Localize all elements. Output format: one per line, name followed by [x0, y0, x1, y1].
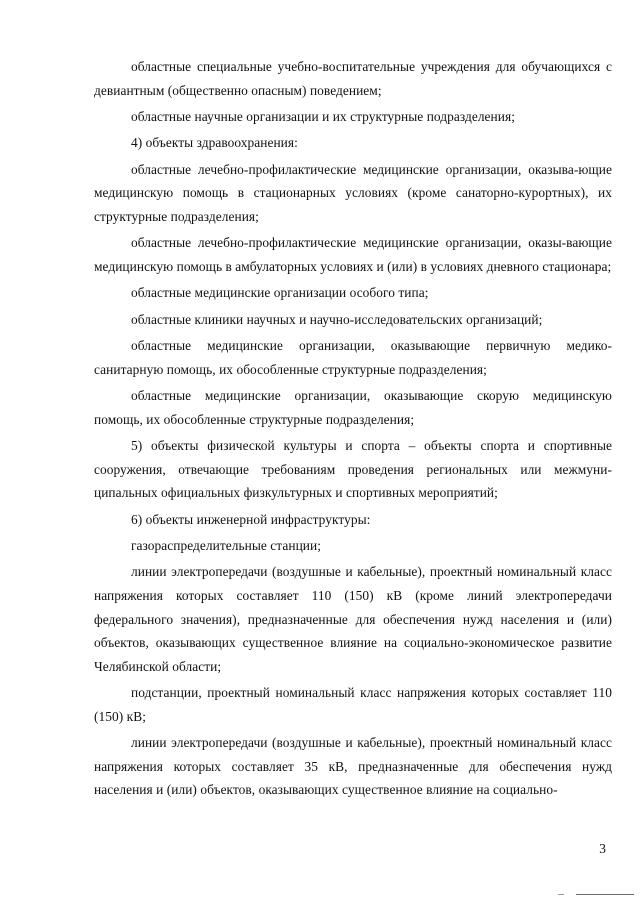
- paragraph: подстанции, проектный номинальный класс напряжения которых составляет 110 (150) кВ;: [94, 685, 612, 724]
- scan-edge-mark: [576, 894, 634, 895]
- paragraph: областные лечебно-профилактические медицинские организации, оказыва-ющие медицинскую помощь в стационарных условиях (кроме санаторно-курортных), их структурные подразделения;: [94, 161, 612, 224]
- page-number: 3: [599, 841, 606, 856]
- paragraph: областные специальные учебно-воспитательные учреждения для обучающихся с девиантным (общественно опасным) поведением;: [94, 59, 612, 98]
- paragraph: областные клиники научных и научно-исследовательских организаций;: [131, 311, 543, 327]
- document-body: [94, 55, 612, 805]
- paragraph: газораспределительные станции;: [131, 538, 321, 554]
- paragraph: областные лечебно-профилактические медицинские организации, оказы-вающие медицинскую помощь в амбулаторных условиях и (или) в условиях дневного стационара;: [94, 235, 612, 274]
- paragraph: областные медицинские организации особого типа;: [131, 285, 429, 301]
- paragraph: областные медицинские организации, оказывающие скорую медицинскую помощь, их обособленные структурные подразделения;: [94, 388, 612, 427]
- paragraph: линии электропередачи (воздушные и кабельные), проектный номинальный класс напряжения которых составляет 110 (150) кВ (кроме линий электропередачи федерального значения), предназначенные для обеспечения нужд населения и (или) объектов, оказывающих существенное влияние на социально-экономическое развитие Челябинской области;: [94, 564, 612, 674]
- paragraph: областные медицинские организации, оказывающие первичную медико-санитарную помощь, их обособленные структурные подразделения;: [94, 338, 612, 377]
- section-heading: 6) объекты инженерной инфраструктуры:: [131, 511, 371, 527]
- section-heading: 5) объекты физической культуры и спорта – объекты спорта и спортивные сооружения, отвечающие требованиям проведения региональных или межмуни-ципальных официальных физкультурных и спортивных мероприятий;: [94, 438, 612, 501]
- section-heading: 4) объекты здравоохранения:: [131, 135, 298, 151]
- paragraph: линии электропередачи (воздушные и кабельные), проектный номинальный класс напряжения которых составляет 35 кВ, предназначенные для обеспечения нужд населения и (или) объектов, оказывающих существенное влияние на социально-: [94, 735, 612, 798]
- paragraph: областные научные организации и их структурные подразделения;: [131, 108, 515, 124]
